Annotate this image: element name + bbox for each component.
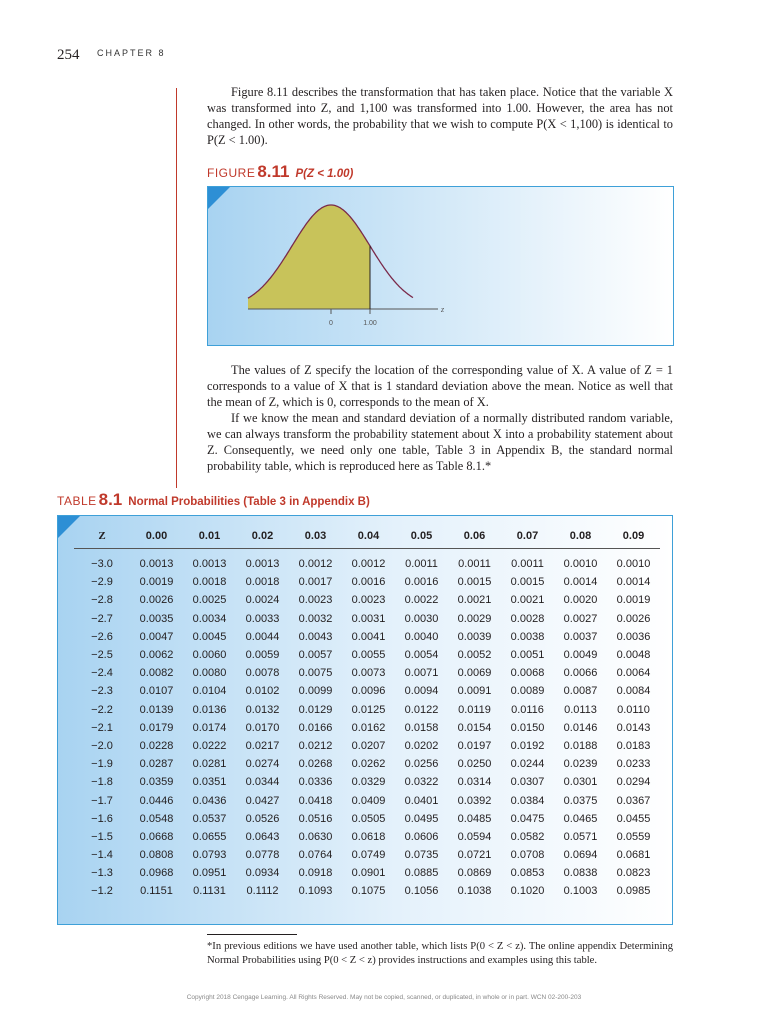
table-row <box>74 828 660 846</box>
probability-cell: 0.0735 <box>404 849 439 862</box>
normal-probabilities-table-box <box>57 515 673 925</box>
z-value-cell: −1.8 <box>91 776 113 789</box>
probability-cell: 0.0099 <box>298 685 333 698</box>
probability-cell: 0.0010 <box>616 558 651 571</box>
probability-cell: 0.0222 <box>192 739 227 752</box>
probability-cell: 0.0029 <box>457 612 492 625</box>
probability-cell: 0.0174 <box>192 721 227 734</box>
probability-cell: 0.0052 <box>457 649 492 662</box>
probability-cell: 0.0183 <box>616 739 651 752</box>
axis-label-z: z <box>441 305 445 314</box>
probability-cell: 0.0091 <box>457 685 492 698</box>
probability-cell: 0.0043 <box>298 630 333 643</box>
probability-cell: 0.0016 <box>404 576 439 589</box>
table-row <box>74 628 660 646</box>
probability-cell: 0.0054 <box>404 649 439 662</box>
probability-cell: 0.0559 <box>616 830 651 843</box>
figure-caption-word: FIGURE <box>207 166 256 180</box>
table-row <box>74 591 660 609</box>
probability-cell: 0.0044 <box>245 630 280 643</box>
probability-cell: 0.0023 <box>351 594 386 607</box>
probability-cell: 0.0035 <box>139 612 174 625</box>
probability-cell: 0.0068 <box>510 667 545 680</box>
z-value-cell: −3.0 <box>91 558 113 571</box>
probability-cell: 0.0057 <box>298 649 333 662</box>
z-value-cell: −2.5 <box>91 649 113 662</box>
probability-cell: 0.0143 <box>616 721 651 734</box>
probability-cell: 0.1020 <box>510 885 545 898</box>
probability-cell: 0.0125 <box>351 703 386 716</box>
probability-cell: 0.0721 <box>457 849 492 862</box>
probability-cell: 0.0059 <box>245 649 280 662</box>
body-paragraph-2: If we know the mean and standard deviation of a normally distributed random variable, we can always transform the probability statement about X into a probability statement about Z. Consequently, we need only one table, Table 3 in Appendix B, the standard normal probability table, which is reproduced here as Table 8.1.* <box>207 411 673 473</box>
probability-cell: 0.0104 <box>192 685 227 698</box>
probability-cell: 0.1093 <box>298 885 333 898</box>
probability-cell: 0.0011 <box>458 558 491 571</box>
probability-cell: 0.0217 <box>245 739 280 752</box>
z-value-cell: −2.8 <box>91 594 113 607</box>
probability-cell: 0.0019 <box>139 576 174 589</box>
figure-caption-number: 8.11 <box>257 162 290 181</box>
probability-cell: 0.0018 <box>245 576 280 589</box>
margin-rule <box>176 88 177 488</box>
probability-cell: 0.0197 <box>457 739 492 752</box>
table-caption-number: 8.1 <box>98 490 123 509</box>
chapter-label: CHAPTER 8 <box>97 48 166 58</box>
probability-cell: 0.0055 <box>351 649 386 662</box>
probability-cell: 0.0401 <box>404 794 439 807</box>
probability-cell: 0.0015 <box>510 576 545 589</box>
probability-cell: 0.0089 <box>510 685 545 698</box>
probability-cell: 0.0073 <box>351 667 386 680</box>
probability-cell: 0.0548 <box>139 812 174 825</box>
probability-cell: 0.0446 <box>139 794 174 807</box>
probability-cell: 0.0606 <box>404 830 439 843</box>
probability-cell: 0.0033 <box>245 612 280 625</box>
z-value-cell: −2.7 <box>91 612 113 625</box>
probability-cell: 0.0037 <box>563 630 598 643</box>
body-paragraph-1: The values of Z specify the location of the corresponding value of X. A value of Z = 1 corresponds to a value of X that is 1 standard deviation above the mean. Notice as well that the mean of Z, which is 0, corresponds to the mean of X. <box>207 363 673 409</box>
probability-cell: 0.0014 <box>563 576 598 589</box>
probability-cell: 0.0571 <box>563 830 598 843</box>
probability-cell: 0.1056 <box>404 885 439 898</box>
probability-cell: 0.0681 <box>616 849 651 862</box>
probability-cell: 0.0202 <box>404 739 439 752</box>
probability-cell: 0.0853 <box>510 867 545 880</box>
z-value-cell: −2.3 <box>91 685 113 698</box>
probability-cell: 0.1151 <box>140 885 173 898</box>
probability-cell: 0.0618 <box>351 830 386 843</box>
table-row <box>74 719 660 737</box>
figure-caption <box>207 162 353 182</box>
probability-cell: 0.0026 <box>616 612 651 625</box>
probability-cell: 0.0281 <box>192 758 227 771</box>
probability-cell: 0.0011 <box>405 558 438 571</box>
probability-cell: 0.0336 <box>298 776 333 789</box>
probability-cell: 0.0823 <box>616 867 651 880</box>
table-row <box>74 791 660 809</box>
z-value-cell: −2.1 <box>91 721 113 734</box>
probability-cell: 0.0060 <box>192 649 227 662</box>
probability-cell: 0.0268 <box>298 758 333 771</box>
probability-cell: 0.0188 <box>563 739 598 752</box>
probability-cell: 0.0655 <box>192 830 227 843</box>
z-value-cell: −2.9 <box>91 576 113 589</box>
probability-cell: 0.0102 <box>245 685 280 698</box>
probability-cell: 0.0495 <box>404 812 439 825</box>
table-row <box>74 682 660 700</box>
probability-cell: 0.0031 <box>351 612 386 625</box>
probability-cell: 0.0015 <box>457 576 492 589</box>
probability-cell: 0.0301 <box>563 776 598 789</box>
probability-cell: 0.0150 <box>510 721 545 734</box>
probability-cell: 0.1038 <box>457 885 492 898</box>
probability-cell: 0.0708 <box>510 849 545 862</box>
table-row <box>74 701 660 719</box>
probability-cell: 0.0049 <box>563 649 598 662</box>
probability-cell: 0.0307 <box>510 776 545 789</box>
probability-cell: 0.0256 <box>404 758 439 771</box>
table-row <box>74 646 660 664</box>
probability-cell: 0.0032 <box>298 612 333 625</box>
figure-caption-title: P(Z < 1.00) <box>295 168 354 180</box>
probability-cell: 0.0582 <box>510 830 545 843</box>
z-value-cell: −1.7 <box>91 794 113 807</box>
probability-cell: 0.0694 <box>563 849 598 862</box>
probability-cell: 0.0322 <box>404 776 439 789</box>
table-row <box>74 610 660 628</box>
table-caption-word: TABLE <box>57 494 97 508</box>
body-paragraphs <box>207 362 673 474</box>
table-row <box>74 846 660 864</box>
z-value-cell: −1.6 <box>91 812 113 825</box>
probability-cell: 0.0274 <box>245 758 280 771</box>
probability-cell: 0.0505 <box>351 812 386 825</box>
probability-cell: 0.0262 <box>351 758 386 771</box>
probability-cell: 0.0012 <box>298 558 333 571</box>
probability-cell: 0.0668 <box>139 830 174 843</box>
probability-cell: 0.0244 <box>510 758 545 771</box>
probability-cell: 0.0233 <box>616 758 651 771</box>
probability-cell: 0.0020 <box>563 594 598 607</box>
copyright-notice: Copyright 2018 Cengage Learning. All Rights Reserved. May not be copied, scanned, or duplicated, in whole or in part. WCN 02-200-203 <box>186 994 582 1001</box>
table-row <box>74 573 660 591</box>
probability-cell: 0.0154 <box>457 721 492 734</box>
normal-curve-figure <box>207 186 674 346</box>
probability-cell: 0.0039 <box>457 630 492 643</box>
z-value-cell: −1.5 <box>91 830 113 843</box>
probability-cell: 0.0023 <box>298 594 333 607</box>
table-header-cell: 0.09 <box>607 524 660 549</box>
probability-cell: 0.0351 <box>192 776 227 789</box>
probability-cell: 0.0113 <box>564 703 597 716</box>
probability-cell: 0.0869 <box>457 867 492 880</box>
probability-cell: 0.0013 <box>192 558 227 571</box>
probability-cell: 0.0014 <box>616 576 651 589</box>
probability-cell: 0.0025 <box>192 594 227 607</box>
probability-cell: 0.0071 <box>404 667 439 680</box>
probability-cell: 0.0021 <box>510 594 545 607</box>
probability-cell: 0.0808 <box>139 849 174 862</box>
probability-cell: 0.0069 <box>457 667 492 680</box>
probability-cell: 0.0119 <box>458 703 491 716</box>
probability-cell: 0.0764 <box>298 849 333 862</box>
probability-cell: 0.0885 <box>404 867 439 880</box>
probability-cell: 0.0011 <box>511 558 544 571</box>
probability-cell: 0.0018 <box>192 576 227 589</box>
table-header-cell: Z <box>74 524 130 549</box>
probability-cell: 0.0010 <box>563 558 598 571</box>
probability-cell: 0.0409 <box>351 794 386 807</box>
probability-cell: 0.0384 <box>510 794 545 807</box>
probability-cell: 0.0122 <box>404 703 439 716</box>
probability-cell: 0.0465 <box>563 812 598 825</box>
probability-cell: 0.0294 <box>616 776 651 789</box>
probability-cell: 0.0082 <box>139 667 174 680</box>
probability-cell: 0.0475 <box>510 812 545 825</box>
probability-cell: 0.1075 <box>351 885 386 898</box>
table-header-cell: 0.06 <box>448 524 501 549</box>
table-header-row <box>74 524 660 549</box>
normal-curve-svg <box>208 187 673 345</box>
probability-cell: 0.0749 <box>351 849 386 862</box>
probability-cell: 0.0934 <box>245 867 280 880</box>
probability-cell: 0.0162 <box>351 721 386 734</box>
z-value-cell: −2.2 <box>91 703 113 716</box>
probability-cell: 0.1112 <box>246 885 279 898</box>
probability-cell: 0.0516 <box>298 812 333 825</box>
probability-cell: 0.0084 <box>616 685 651 698</box>
probability-cell: 0.0094 <box>404 685 439 698</box>
probability-cell: 0.0129 <box>298 703 333 716</box>
tick-label-zero: 0 <box>329 320 333 327</box>
probability-cell: 0.0080 <box>192 667 227 680</box>
probability-cell: 0.1003 <box>563 885 598 898</box>
probability-cell: 0.0212 <box>298 739 333 752</box>
table-header-cell: 0.08 <box>554 524 607 549</box>
probability-cell: 0.0951 <box>192 867 227 880</box>
probability-cell: 0.0087 <box>563 685 598 698</box>
probability-cell: 0.0918 <box>298 867 333 880</box>
probability-cell: 0.0064 <box>616 667 651 680</box>
probability-cell: 0.0019 <box>616 594 651 607</box>
probability-cell: 0.0051 <box>510 649 545 662</box>
tick-label-one: 1.00 <box>363 320 377 327</box>
table-header-cell: 0.03 <box>289 524 342 549</box>
probability-cell: 0.1131 <box>193 885 226 898</box>
table-header-cell: 0.00 <box>130 524 183 549</box>
probability-cell: 0.0367 <box>616 794 651 807</box>
intro-paragraph: Figure 8.11 describes the transformation that has taken place. Notice that the variable X was transformed into Z, and 1,100 was transformed into 1.00. However, the area has not changed. In other words, the probability that we wish to compute P(X < 1,100) is identical to P(Z < 1.00). <box>207 85 673 147</box>
probability-cell: 0.0036 <box>616 630 651 643</box>
probability-cell: 0.0107 <box>139 685 174 698</box>
probability-cell: 0.0207 <box>351 739 386 752</box>
probability-cell: 0.0192 <box>510 739 545 752</box>
probability-cell: 0.0359 <box>139 776 174 789</box>
probability-cell: 0.0136 <box>192 703 227 716</box>
probability-cell: 0.0793 <box>192 849 227 862</box>
table-header-cell: 0.02 <box>236 524 289 549</box>
probability-cell: 0.0030 <box>404 612 439 625</box>
probability-cell: 0.0038 <box>510 630 545 643</box>
table-row <box>74 773 660 791</box>
table-row <box>74 755 660 773</box>
probability-cell: 0.0017 <box>298 576 333 589</box>
probability-cell: 0.0455 <box>616 812 651 825</box>
probability-cell: 0.0146 <box>563 721 598 734</box>
table-header-cell: 0.05 <box>395 524 448 549</box>
probability-cell: 0.0024 <box>245 594 280 607</box>
table-row <box>74 549 660 574</box>
z-value-cell: −1.3 <box>91 867 113 880</box>
z-value-cell: −2.6 <box>91 630 113 643</box>
probability-cell: 0.0392 <box>457 794 492 807</box>
table-caption-title: Normal Probabilities (Table 3 in Appendix B) <box>128 496 370 508</box>
footnote-rule <box>207 934 297 935</box>
probability-cell: 0.0013 <box>245 558 280 571</box>
table-body <box>74 549 660 901</box>
probability-cell: 0.0287 <box>139 758 174 771</box>
table-row <box>74 737 660 755</box>
page-number: 254 <box>57 47 80 63</box>
intro-paragraph-block <box>207 84 673 148</box>
probability-cell: 0.0132 <box>245 703 280 716</box>
probability-cell: 0.0329 <box>351 776 386 789</box>
probability-cell: 0.0485 <box>457 812 492 825</box>
probability-cell: 0.0028 <box>510 612 545 625</box>
z-value-cell: −1.4 <box>91 849 113 862</box>
probability-cell: 0.0040 <box>404 630 439 643</box>
probability-cell: 0.0314 <box>457 776 492 789</box>
probability-cell: 0.0096 <box>351 685 386 698</box>
probability-cell: 0.0630 <box>298 830 333 843</box>
probability-cell: 0.0427 <box>245 794 280 807</box>
z-value-cell: −1.2 <box>91 885 113 898</box>
table-row <box>74 864 660 882</box>
probability-cell: 0.0026 <box>139 594 174 607</box>
probability-cell: 0.0158 <box>404 721 439 734</box>
probability-cell: 0.0012 <box>351 558 386 571</box>
probability-cell: 0.0139 <box>139 703 174 716</box>
probability-cell: 0.0250 <box>457 758 492 771</box>
probability-cell: 0.0901 <box>351 867 386 880</box>
probability-cell: 0.0985 <box>616 885 651 898</box>
probability-cell: 0.0375 <box>563 794 598 807</box>
probability-cell: 0.0418 <box>298 794 333 807</box>
probability-cell: 0.0239 <box>563 758 598 771</box>
z-value-cell: −2.4 <box>91 667 113 680</box>
probability-cell: 0.0047 <box>139 630 174 643</box>
probability-cell: 0.0344 <box>245 776 280 789</box>
z-value-cell: −2.0 <box>91 739 113 752</box>
probability-cell: 0.0594 <box>457 830 492 843</box>
probability-cell: 0.0045 <box>192 630 227 643</box>
probability-cell: 0.0179 <box>139 721 174 734</box>
table-header-cell: 0.01 <box>183 524 236 549</box>
probability-cell: 0.0027 <box>563 612 598 625</box>
probability-cell: 0.0166 <box>298 721 333 734</box>
probability-cell: 0.0838 <box>563 867 598 880</box>
probability-cell: 0.0116 <box>511 703 544 716</box>
probability-cell: 0.0062 <box>139 649 174 662</box>
table-header-cell: 0.04 <box>342 524 395 549</box>
probability-cell: 0.0968 <box>139 867 174 880</box>
probability-cell: 0.0075 <box>298 667 333 680</box>
probability-cell: 0.0537 <box>192 812 227 825</box>
probability-cell: 0.0013 <box>139 558 174 571</box>
probability-cell: 0.0778 <box>245 849 280 862</box>
probability-cell: 0.0110 <box>617 703 650 716</box>
normal-probabilities-table <box>74 524 660 901</box>
probability-cell: 0.0170 <box>245 721 280 734</box>
probability-cell: 0.0021 <box>457 594 492 607</box>
probability-cell: 0.0228 <box>139 739 174 752</box>
probability-cell: 0.0066 <box>563 667 598 680</box>
probability-cell: 0.0022 <box>404 594 439 607</box>
table-row <box>74 810 660 828</box>
z-value-cell: −1.9 <box>91 758 113 771</box>
probability-cell: 0.0016 <box>351 576 386 589</box>
probability-cell: 0.0526 <box>245 812 280 825</box>
table-row <box>74 664 660 682</box>
probability-cell: 0.0436 <box>192 794 227 807</box>
probability-cell: 0.0041 <box>351 630 386 643</box>
table-header-cell: 0.07 <box>501 524 554 549</box>
probability-cell: 0.0078 <box>245 667 280 680</box>
footnote: *In previous editions we have used another table, which lists P(0 < Z < z). The online appendix Determining Normal Probabilities using P(0 < Z < z) provides instructions and examples using this table. <box>207 941 673 966</box>
table-caption <box>57 490 370 510</box>
probability-cell: 0.0643 <box>245 830 280 843</box>
probability-cell: 0.0034 <box>192 612 227 625</box>
table-row <box>74 882 660 900</box>
probability-cell: 0.0048 <box>616 649 651 662</box>
